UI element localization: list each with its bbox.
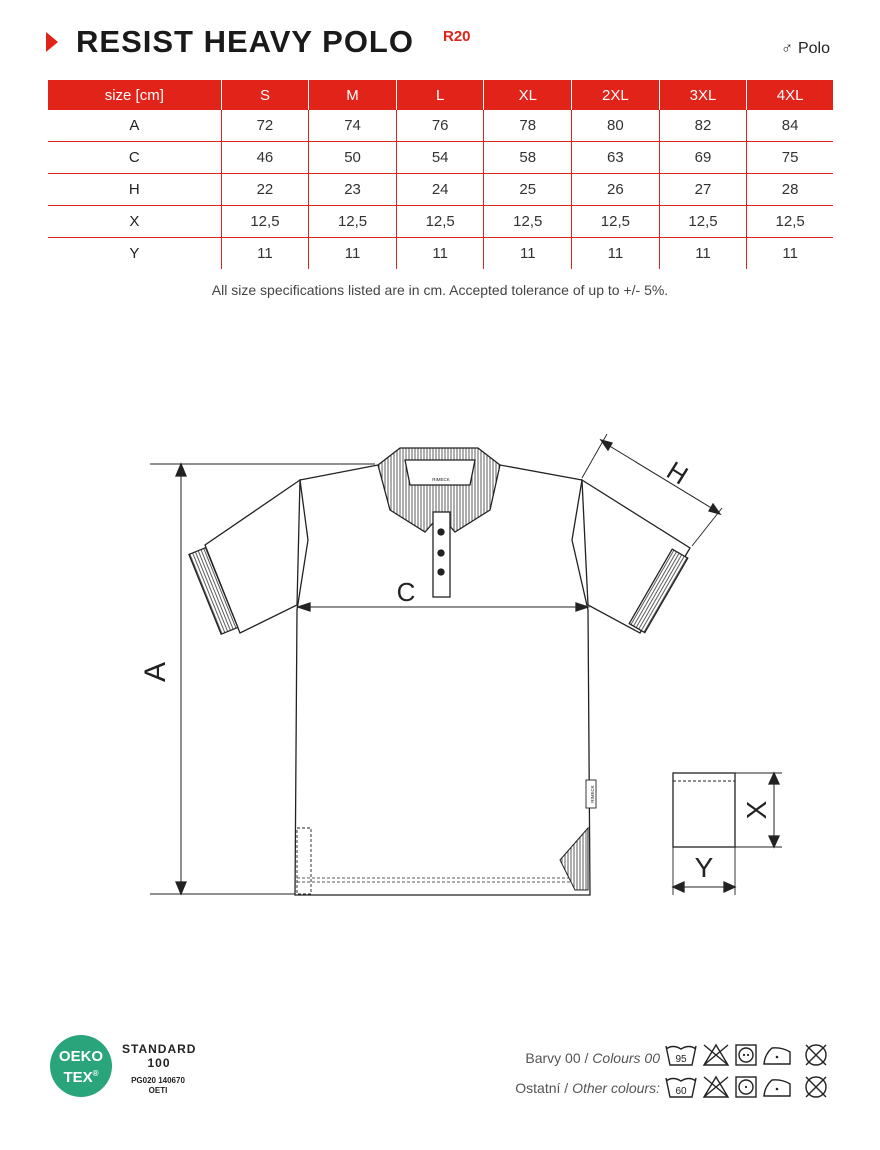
- product-title: RESIST HEAVY POLO: [76, 24, 414, 59]
- dimension-label-a: A: [139, 661, 172, 683]
- oeko-tex-logo: OEKO TEX®: [50, 1035, 112, 1097]
- table-cell: 11: [572, 238, 660, 270]
- table-cell: 11: [659, 238, 747, 270]
- table-cell: 27: [659, 174, 747, 206]
- table-cell: 12,5: [396, 206, 484, 238]
- table-cell: 76: [396, 110, 484, 142]
- male-icon: ♂: [780, 40, 793, 57]
- label-detail: [673, 773, 735, 847]
- table-cell: 12,5: [484, 206, 572, 238]
- column-header: size [cm]: [48, 80, 221, 110]
- table-cell: 28: [747, 174, 833, 206]
- table-cell: 11: [782, 245, 798, 262]
- table-cell: 24: [396, 174, 484, 206]
- dimension-label-c: C: [396, 577, 416, 607]
- table-cell: 78: [484, 110, 572, 142]
- table-cell: 12,5: [221, 206, 309, 238]
- no-bleach-icon: [704, 1045, 728, 1065]
- table-row: [48, 174, 833, 206]
- dimension-label-h: H: [661, 455, 694, 491]
- table-cell: 63: [572, 142, 660, 174]
- column-header: L: [396, 80, 484, 110]
- table-cell: 25: [484, 174, 572, 206]
- column-header: 3XL: [659, 80, 747, 110]
- row-label: Y: [48, 238, 221, 270]
- table-cell: 12,5: [659, 206, 747, 238]
- table-cell: 80: [572, 110, 660, 142]
- table-cell: 11: [484, 238, 572, 270]
- product-code: R20: [443, 28, 471, 45]
- no-bleach-icon: [704, 1077, 728, 1097]
- table-cell: 11: [396, 238, 484, 270]
- table-row: [48, 206, 833, 238]
- table-cell: 12,5: [572, 206, 660, 238]
- table-cell: 72: [221, 110, 309, 142]
- table-row: [48, 238, 833, 270]
- column-header: 4XL: [747, 80, 833, 110]
- table-cell: 23: [309, 174, 397, 206]
- row-label: X: [48, 206, 221, 238]
- oeko-standard: STANDARD 100: [122, 1042, 197, 1070]
- row-label: H: [48, 174, 221, 206]
- column-header: XL: [484, 80, 572, 110]
- size-table-header: [48, 80, 833, 110]
- row-label: A: [48, 110, 221, 142]
- oeko-certificate: PG020 140670 OETI: [131, 1076, 185, 1095]
- care-row-other-colours: Ostatní / Other colours:: [515, 1080, 660, 1096]
- table-cell: 50: [309, 142, 397, 174]
- dimension-label-y: Y: [694, 852, 714, 883]
- wash-temp-label: 95: [675, 1054, 687, 1065]
- collar-brand-tag: RIMECK: [432, 477, 450, 482]
- size-table: [48, 80, 833, 269]
- table-row: [48, 142, 833, 174]
- table-cell: 54: [396, 142, 484, 174]
- table-cell: 82: [659, 110, 747, 142]
- care-symbols-row-2: [664, 1072, 832, 1102]
- care-symbols-row-1: [664, 1040, 832, 1070]
- table-row: [48, 110, 833, 142]
- gender-label: [781, 40, 830, 58]
- table-cell: 58: [484, 142, 572, 174]
- table-cell: 26: [572, 174, 660, 206]
- tolerance-note: All size specifications listed are in cm. Accepted tolerance of up to +/- 5%.: [211, 282, 669, 298]
- table-cell: 69: [659, 142, 747, 174]
- column-header: S: [221, 80, 309, 110]
- care-row-colours-00: Barvy 00 / Colours 00: [525, 1050, 660, 1066]
- left-cuff: [189, 548, 238, 634]
- page-header: [46, 24, 836, 64]
- table-cell: 11: [221, 238, 309, 270]
- gender-text: Polo: [797, 40, 830, 57]
- wash-temp-label: 60: [675, 1086, 687, 1097]
- table-cell: 74: [309, 110, 397, 142]
- column-header: M: [309, 80, 397, 110]
- right-cuff: [629, 549, 688, 632]
- table-cell: 12,5: [747, 206, 833, 238]
- table-cell: 75: [747, 142, 833, 174]
- table-cell: 46: [221, 142, 309, 174]
- polo-technical-drawing: [0, 420, 880, 920]
- arrow-icon: [46, 32, 58, 52]
- table-cell: 22: [221, 174, 309, 206]
- table-cell: 84: [747, 110, 833, 142]
- table-cell: 12,5: [309, 206, 397, 238]
- column-header: 2XL: [572, 80, 660, 110]
- row-label: C: [48, 142, 221, 174]
- side-brand-tag: RIMECK: [590, 785, 595, 803]
- table-cell: 11: [309, 238, 397, 270]
- dimension-label-x: X: [741, 800, 772, 820]
